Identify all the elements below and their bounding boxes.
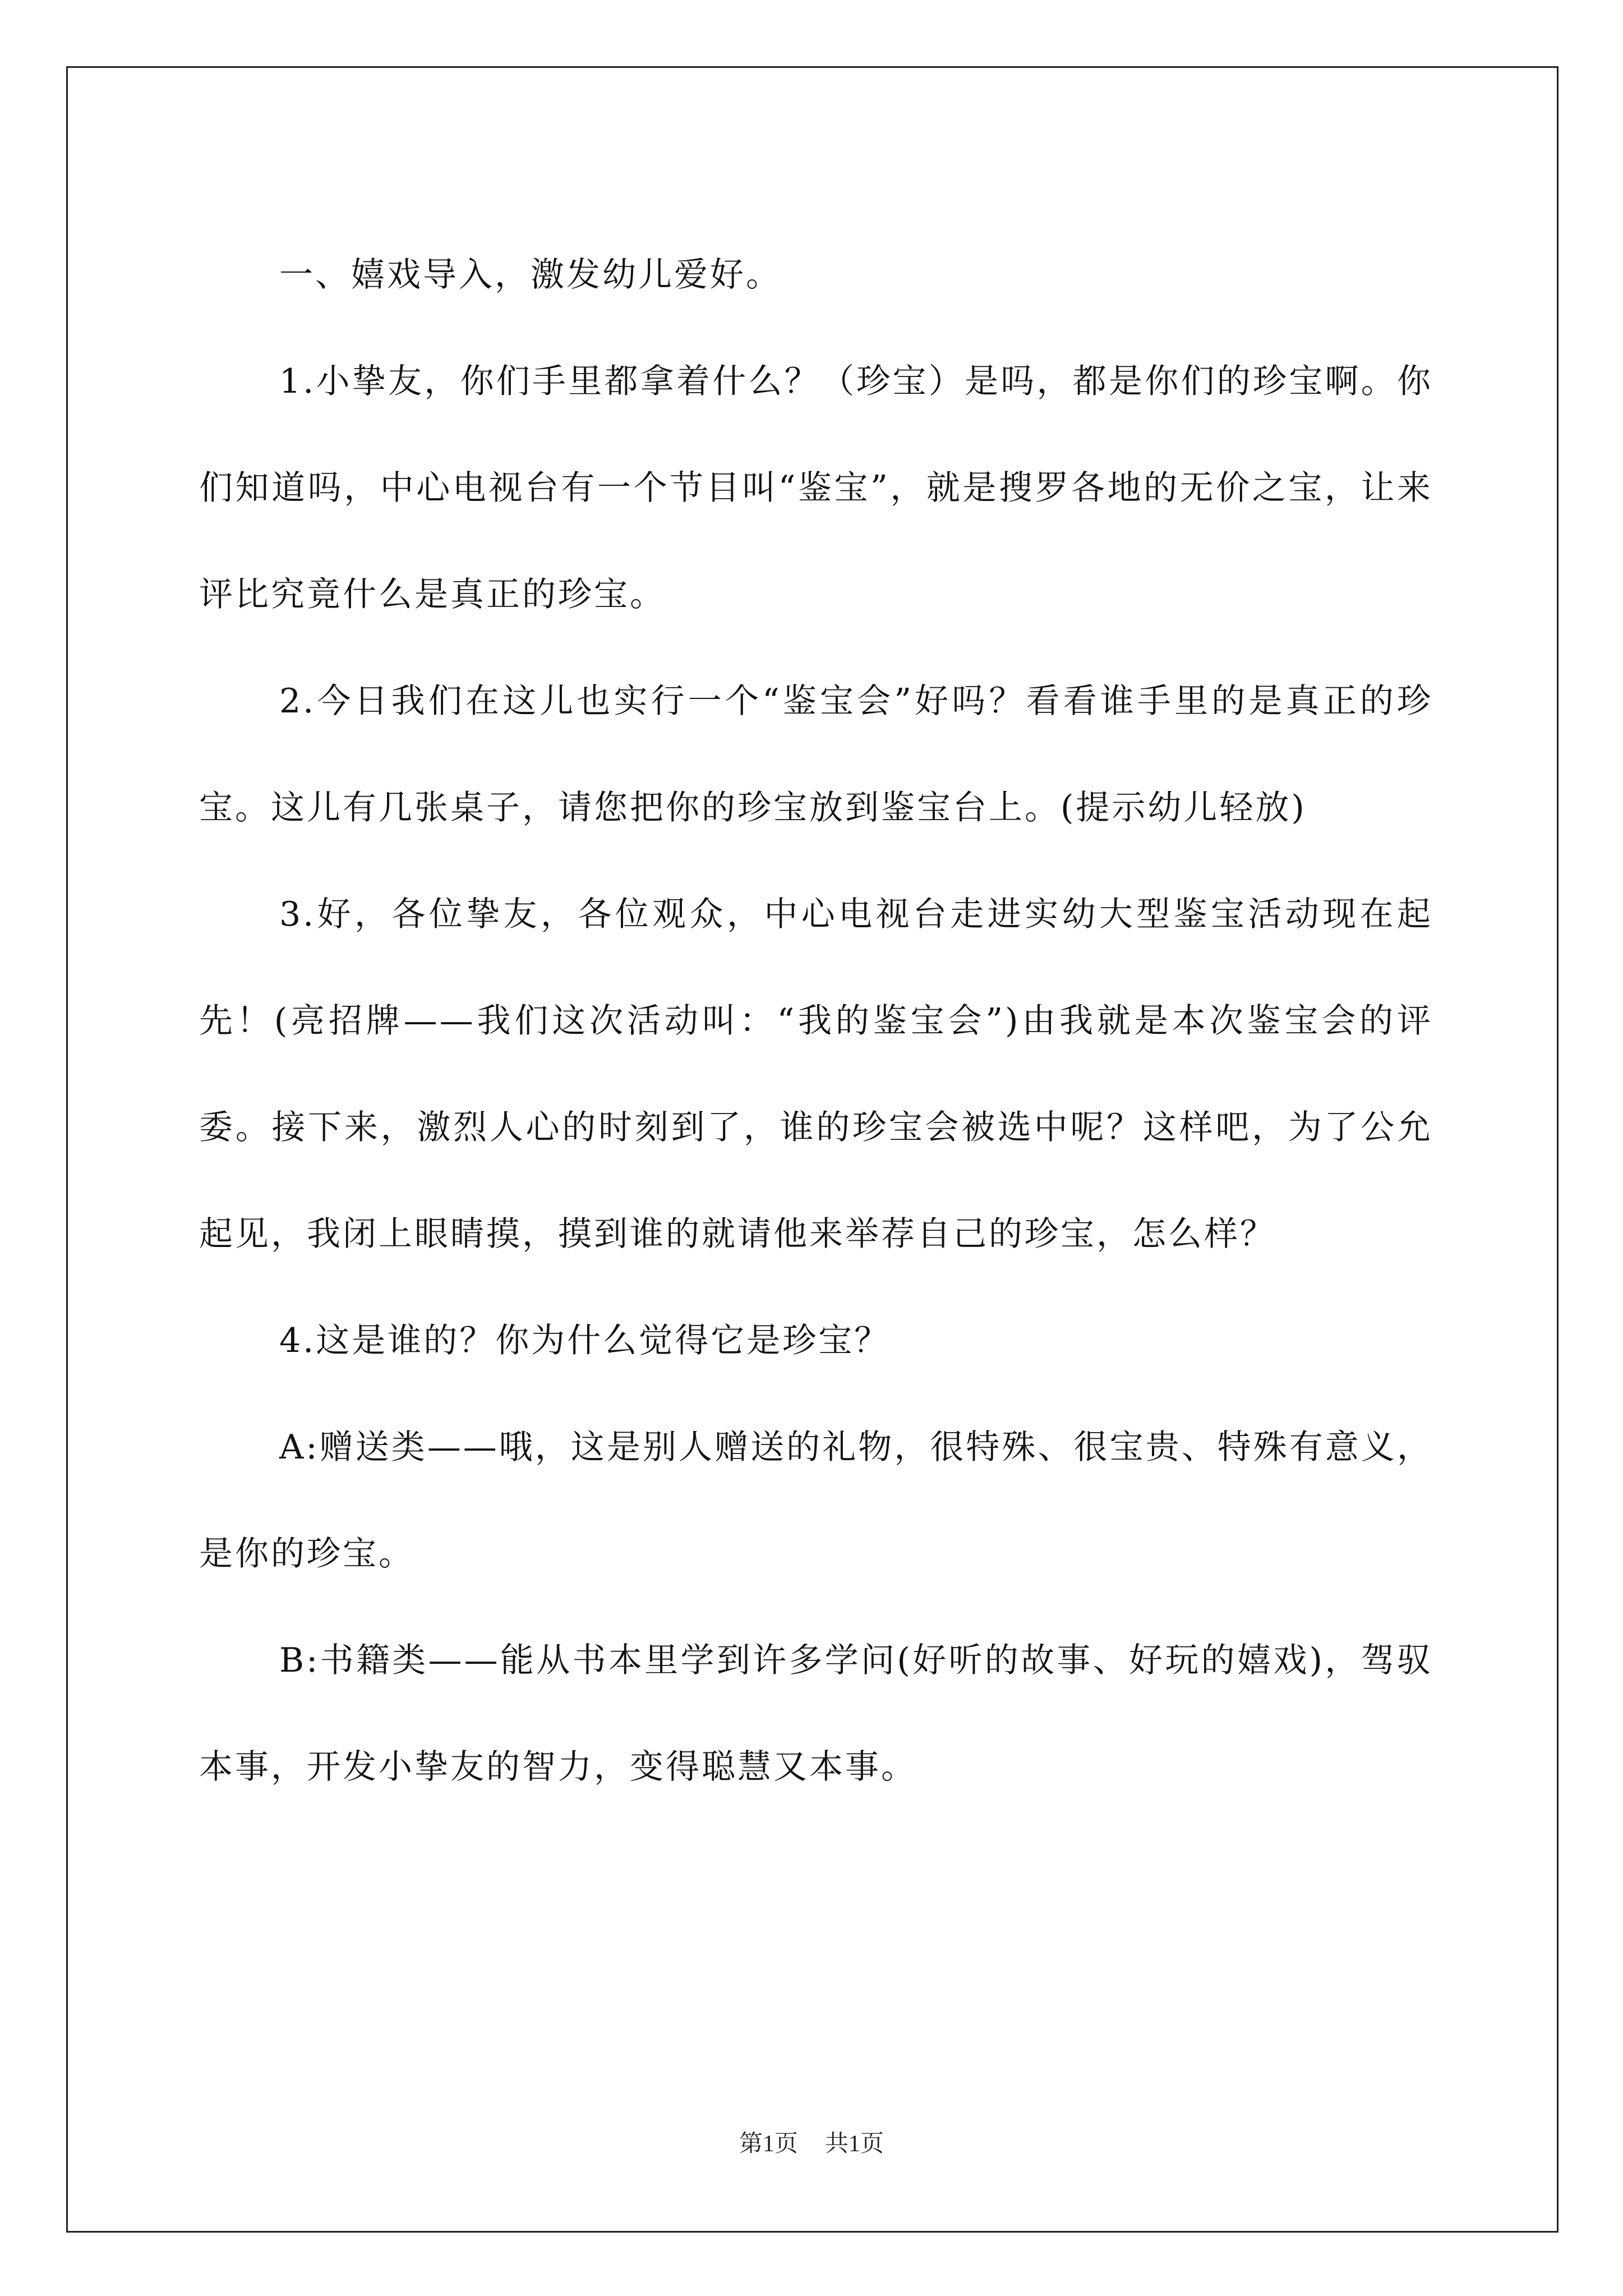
paragraph-item-a: A:赠送类——哦，这是别人赠送的礼物，很特殊、很宝贵、特殊有意义，是你的珍宝。 (199, 1428, 1433, 1573)
paragraph-item-b: B:书籍类——能从书本里学到许多学问(好听的故事、好玩的嬉戏)，驾驭本事，开发小挚友的智力，变得聪慧又本事。 (199, 1641, 1433, 1787)
paragraph-item-3: 3.好，各位挚友，各位观众，中心电视台走进实幼大型鉴宝活动现在起先！(亮招牌——我们这次活动叫：“我的鉴宝会”)由我就是本次鉴宝会的评委。接下来，激烈人心的时刻到了，谁的珍宝会被选中呢？这样吧，为了公允起见，我闭上眼睛摸，摸到谁的就请他来举荐自己的珍宝，怎么样？ (199, 895, 1433, 1254)
page-number-current: 第1页 (739, 2131, 798, 2157)
paragraph-item-2: 2.今日我们在这儿也实行一个“鉴宝会”好吗？看看谁手里的是真正的珍宝。这儿有几张桌子，请您把你的珍宝放到鉴宝台上。(提示幼儿轻放) (199, 682, 1433, 827)
paragraph-item-4: 4.这是谁的？你为什么觉得它是珍宝？ (279, 1321, 891, 1360)
paragraph-item-1: 1.小挚友，你们手里都拿着什么？（珍宝）是吗，都是你们的珍宝啊。你们知道吗，中心电视台有一个节目叫“鉴宝”，就是搜罗各地的无价之宝，让来评比究竟什么是真正的珍宝。 (199, 362, 1433, 614)
page-footer (0, 2127, 1623, 2161)
paragraph-heading: 一、嬉戏导入，激发幼儿爱好。 (279, 255, 782, 295)
document-body (199, 222, 1433, 1820)
page-number-total: 共1页 (825, 2131, 884, 2157)
